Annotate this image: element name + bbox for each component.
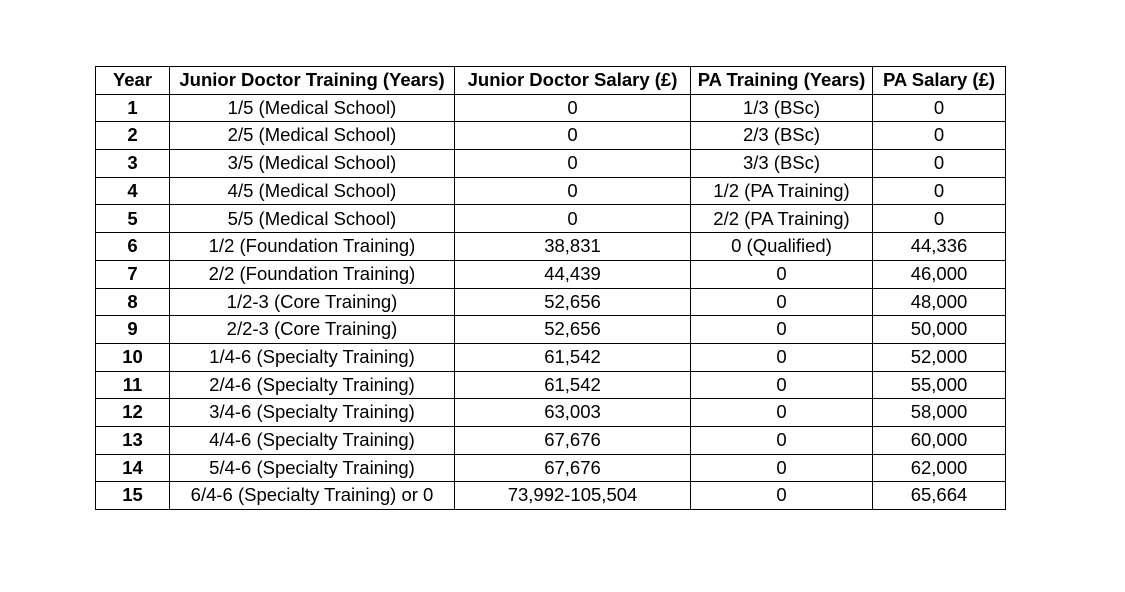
year-cell: 14 <box>96 454 170 482</box>
table-row <box>96 233 1006 261</box>
junior-doctor-salary-cell: 0 <box>455 205 691 233</box>
table-row <box>96 343 1006 371</box>
junior-doctor-training-cell: 1/4-6 (Specialty Training) <box>170 343 455 371</box>
pa-training-cell: 0 <box>691 454 873 482</box>
table-row <box>96 399 1006 427</box>
junior-doctor-salary-cell: 44,439 <box>455 260 691 288</box>
junior-doctor-training-cell: 2/2 (Foundation Training) <box>170 260 455 288</box>
pa-salary-cell: 0 <box>873 150 1006 178</box>
table-row <box>96 288 1006 316</box>
junior-doctor-salary-cell: 52,656 <box>455 288 691 316</box>
pa-training-cell: 0 (Qualified) <box>691 233 873 261</box>
junior-doctor-salary-cell: 67,676 <box>455 454 691 482</box>
pa-training-cell: 2/2 (PA Training) <box>691 205 873 233</box>
pa-training-cell: 0 <box>691 482 873 510</box>
year-cell: 2 <box>96 122 170 150</box>
pa-salary-cell: 0 <box>873 205 1006 233</box>
junior-doctor-training-cell: 1/2-3 (Core Training) <box>170 288 455 316</box>
pa-training-cell: 0 <box>691 288 873 316</box>
junior-doctor-salary-cell: 38,831 <box>455 233 691 261</box>
pa-salary-cell: 65,664 <box>873 482 1006 510</box>
junior-doctor-salary-cell: 61,542 <box>455 371 691 399</box>
pa-salary-cell: 0 <box>873 177 1006 205</box>
junior-doctor-training-cell: 3/5 (Medical School) <box>170 150 455 178</box>
pa-training-cell: 0 <box>691 260 873 288</box>
pa-salary-cell: 44,336 <box>873 233 1006 261</box>
junior-doctor-salary-cell: 0 <box>455 150 691 178</box>
junior-doctor-salary-cell: 0 <box>455 177 691 205</box>
junior-doctor-training-cell: 2/5 (Medical School) <box>170 122 455 150</box>
junior-doctor-training-cell: 2/4-6 (Specialty Training) <box>170 371 455 399</box>
junior-doctor-salary-cell: 0 <box>455 94 691 122</box>
pa-training-cell: 0 <box>691 371 873 399</box>
pa-salary-cell: 46,000 <box>873 260 1006 288</box>
junior-doctor-training-cell: 4/4-6 (Specialty Training) <box>170 426 455 454</box>
junior-doctor-training-cell: 6/4-6 (Specialty Training) or 0 <box>170 482 455 510</box>
year-cell: 8 <box>96 288 170 316</box>
pa-training-cell: 1/3 (BSc) <box>691 94 873 122</box>
table-row <box>96 177 1006 205</box>
year-cell: 10 <box>96 343 170 371</box>
pa-training-cell: 0 <box>691 316 873 344</box>
year-cell: 11 <box>96 371 170 399</box>
year-cell: 15 <box>96 482 170 510</box>
junior-doctor-salary-cell: 67,676 <box>455 426 691 454</box>
pa-salary-cell: 58,000 <box>873 399 1006 427</box>
table-row <box>96 371 1006 399</box>
junior-doctor-salary-cell: 0 <box>455 122 691 150</box>
junior-doctor-salary-cell: 73,992-105,504 <box>455 482 691 510</box>
salary-comparison-table <box>95 66 1006 510</box>
pa-salary-cell: 55,000 <box>873 371 1006 399</box>
junior-doctor-training-cell: 5/4-6 (Specialty Training) <box>170 454 455 482</box>
pa-salary-cell: 52,000 <box>873 343 1006 371</box>
pa-training-cell: 2/3 (BSc) <box>691 122 873 150</box>
pa-training-cell: 3/3 (BSc) <box>691 150 873 178</box>
pa-salary-cell: 0 <box>873 94 1006 122</box>
year-cell: 13 <box>96 426 170 454</box>
table-row <box>96 426 1006 454</box>
header-year: Year <box>96 67 170 95</box>
header-pa-training: PA Training (Years) <box>691 67 873 95</box>
table-row <box>96 316 1006 344</box>
pa-training-cell: 0 <box>691 426 873 454</box>
table-row <box>96 260 1006 288</box>
table-header-row <box>96 67 1006 95</box>
header-pa-salary: PA Salary (£) <box>873 67 1006 95</box>
table-row <box>96 94 1006 122</box>
header-junior-doctor-training: Junior Doctor Training (Years) <box>170 67 455 95</box>
year-cell: 4 <box>96 177 170 205</box>
year-cell: 6 <box>96 233 170 261</box>
pa-training-cell: 0 <box>691 343 873 371</box>
junior-doctor-training-cell: 1/2 (Foundation Training) <box>170 233 455 261</box>
header-junior-doctor-salary: Junior Doctor Salary (£) <box>455 67 691 95</box>
pa-salary-cell: 48,000 <box>873 288 1006 316</box>
junior-doctor-training-cell: 2/2-3 (Core Training) <box>170 316 455 344</box>
junior-doctor-training-cell: 3/4-6 (Specialty Training) <box>170 399 455 427</box>
table-row <box>96 150 1006 178</box>
junior-doctor-salary-cell: 63,003 <box>455 399 691 427</box>
junior-doctor-salary-cell: 61,542 <box>455 343 691 371</box>
year-cell: 5 <box>96 205 170 233</box>
pa-salary-cell: 60,000 <box>873 426 1006 454</box>
junior-doctor-training-cell: 1/5 (Medical School) <box>170 94 455 122</box>
table-row <box>96 205 1006 233</box>
pa-training-cell: 0 <box>691 399 873 427</box>
table-row <box>96 482 1006 510</box>
table-body <box>96 94 1006 509</box>
year-cell: 12 <box>96 399 170 427</box>
year-cell: 3 <box>96 150 170 178</box>
table-row <box>96 454 1006 482</box>
year-cell: 9 <box>96 316 170 344</box>
pa-training-cell: 1/2 (PA Training) <box>691 177 873 205</box>
table-row <box>96 122 1006 150</box>
junior-doctor-training-cell: 5/5 (Medical School) <box>170 205 455 233</box>
junior-doctor-salary-cell: 52,656 <box>455 316 691 344</box>
year-cell: 7 <box>96 260 170 288</box>
year-cell: 1 <box>96 94 170 122</box>
pa-salary-cell: 0 <box>873 122 1006 150</box>
junior-doctor-training-cell: 4/5 (Medical School) <box>170 177 455 205</box>
pa-salary-cell: 50,000 <box>873 316 1006 344</box>
pa-salary-cell: 62,000 <box>873 454 1006 482</box>
